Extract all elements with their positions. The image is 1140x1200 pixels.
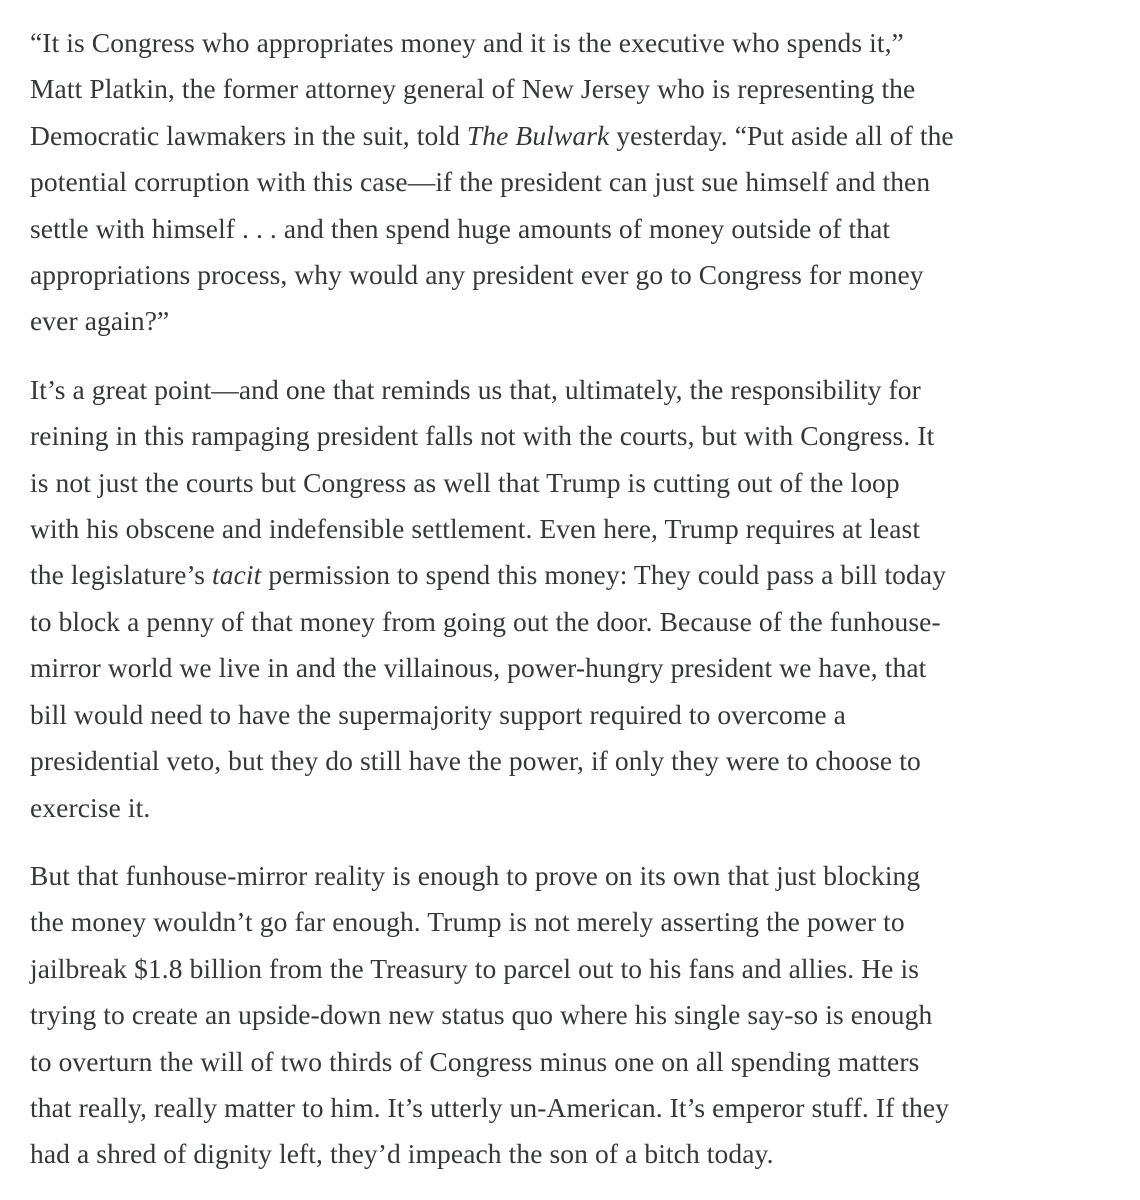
text-line bbox=[30, 599, 1100, 645]
text-segment: is not just the courts but Congress as well that Trump is cutting out of the loop bbox=[30, 466, 900, 498]
text-line bbox=[30, 413, 1100, 459]
text-line bbox=[30, 20, 1100, 66]
text-segment: yesterday. “Put aside all of the bbox=[609, 119, 954, 151]
text-line bbox=[30, 899, 1100, 945]
text-segment: “It is Congress who appropriates money and it is the executive who spends it,” bbox=[30, 27, 904, 58]
text-line bbox=[30, 645, 1100, 691]
text-segment: potential corruption with this case—if the president can just sue himself and then bbox=[30, 166, 931, 198]
text-line bbox=[30, 946, 1100, 992]
article-paragraph bbox=[30, 20, 1100, 345]
text-segment: permission to spend this money: They could pass a bill today bbox=[261, 559, 947, 591]
text-line bbox=[30, 785, 1100, 831]
text-line bbox=[30, 252, 1100, 298]
text-segment: that really, really matter to him. It’s utterly un-American. It’s emperor stuff. If they bbox=[30, 1091, 950, 1123]
italic-text: The Bulwark bbox=[466, 119, 610, 151]
text-line bbox=[30, 298, 1100, 344]
text-segment: presidential veto, but they do still have the power, if only they were to choose to bbox=[30, 745, 921, 777]
text-segment: ever again?” bbox=[30, 305, 170, 337]
text-segment: appropriations process, why would any president ever go to Congress for money bbox=[30, 259, 924, 291]
text-segment: the money wouldn’t go far enough. Trump is not merely asserting the power to bbox=[30, 906, 905, 938]
article-paragraph bbox=[30, 367, 1100, 831]
text-segment: Democratic lawmakers in the suit, told bbox=[30, 119, 467, 151]
text-segment: But that funhouse-mirror reality is enough to prove on its own that just blocking bbox=[30, 859, 921, 891]
text-segment: bill would need to have the supermajority support required to overcome a bbox=[30, 698, 846, 730]
article-paragraph bbox=[30, 853, 1100, 1178]
text-line bbox=[30, 692, 1100, 738]
text-line bbox=[30, 738, 1100, 784]
text-segment: It’s a great point—and one that reminds us that, ultimately, the responsibility for bbox=[30, 373, 921, 405]
text-segment: reining in this rampaging president falls not with the courts, but with Congress. It bbox=[30, 420, 935, 452]
text-segment: trying to create an upside-down new status quo where his single say-so is enough bbox=[30, 999, 933, 1031]
text-segment: the legislature’s bbox=[30, 559, 213, 591]
text-line bbox=[30, 460, 1100, 506]
text-line bbox=[30, 506, 1100, 552]
text-line bbox=[30, 367, 1100, 413]
italic-text: tacit bbox=[212, 559, 262, 591]
text-line bbox=[30, 206, 1100, 252]
text-segment: with his obscene and indefensible settlement. Even here, Trump requires at least bbox=[30, 513, 921, 545]
text-line bbox=[30, 853, 1100, 899]
text-segment: had a shred of dignity left, they’d impeach the son of a bitch today. bbox=[30, 1138, 774, 1170]
text-segment: settle with himself . . . and then spend huge amounts of money outside of that bbox=[30, 212, 891, 244]
text-line bbox=[30, 1085, 1100, 1131]
text-segment: to block a penny of that money from going out the door. Because of the funhouse- bbox=[30, 605, 941, 637]
text-line bbox=[30, 66, 1100, 112]
text-line bbox=[30, 552, 1100, 598]
text-segment: mirror world we live in and the villainous, power-hungry president we have, that bbox=[30, 652, 927, 684]
text-segment: Matt Platkin, the former attorney general of New Jersey who is representing the bbox=[30, 73, 916, 105]
text-segment: to overturn the will of two thirds of Congress minus one on all spending matters bbox=[30, 1045, 920, 1077]
text-line bbox=[30, 159, 1100, 205]
text-line bbox=[30, 1131, 1100, 1177]
text-line bbox=[30, 992, 1100, 1038]
text-segment: exercise it. bbox=[30, 791, 151, 823]
text-segment: jailbreak $1.8 billion from the Treasury to parcel out to his fans and allies. He is bbox=[30, 952, 919, 984]
text-line bbox=[30, 1039, 1100, 1085]
text-line bbox=[30, 113, 1100, 159]
